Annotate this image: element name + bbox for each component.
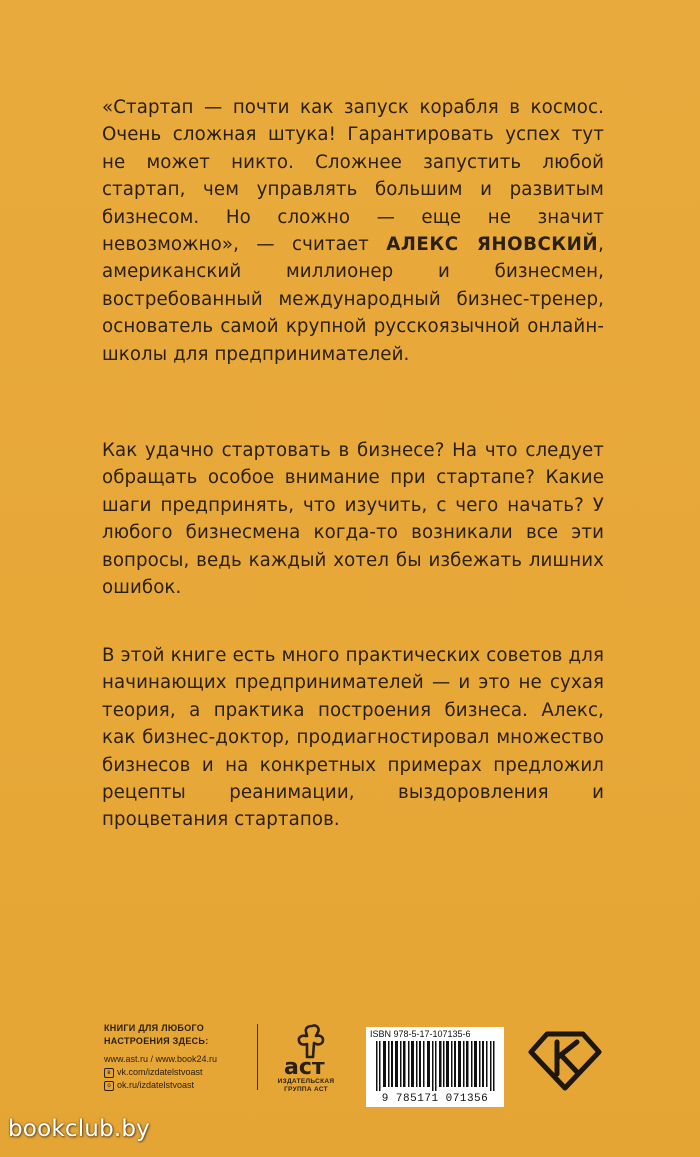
ast-caption-line2: ГРУППА АСТ — [284, 1086, 328, 1093]
author-name: АЛЕКС ЯНОВСКИЙ — [386, 234, 599, 256]
vk-link[interactable]: vk.com/izdatelstvoast — [117, 1067, 203, 1077]
ok-link[interactable]: ok.ru/izdatelstvoast — [117, 1080, 195, 1090]
sites-link[interactable]: www.ast.ru / www.book24.ru — [104, 1054, 218, 1064]
contacts-heading-line2: НАСТРОЕНИЯ ЗДЕСЬ: — [104, 1036, 209, 1046]
vk-icon: в — [104, 1068, 114, 1078]
watermark-text: bookclub.by — [8, 1116, 150, 1142]
ast-logo-text: аст — [284, 1055, 325, 1078]
paragraph-book-description: В этой книге есть много практических советов для начинающих предпринимателей — и это не сухая теория, а практика построения бизнеса. Алекс, как бизнес-доктор, продиагностировал множество бизнесов и на конкретных примерах предложил рецепты реанимации, выздоровления и процветания стартапов. — [102, 645, 604, 831]
vk-row[interactable] — [104, 1066, 254, 1079]
ast-logo — [270, 1022, 342, 1102]
author-description: , американский миллионер и бизнесмен, востребованный международный бизнес-тренер, основатель самой крупной русскоязычной онлайн-школы для предпринимателей. — [102, 234, 604, 365]
barcode-digits: 9 785171 071356 — [381, 1093, 489, 1105]
barcode-bars — [372, 1041, 498, 1091]
contacts-heading-line1: КНИГИ ДЛЯ ЛЮБОГО — [104, 1023, 205, 1033]
isbn-label: ISBN 978-5-17-107135-6 — [370, 1029, 471, 1039]
paragraph-quote — [102, 94, 604, 368]
ok-row[interactable] — [104, 1079, 254, 1092]
isbn-barcode — [366, 1027, 504, 1107]
ast-caption-line1: ИЗДАТЕЛЬСКАЯ — [277, 1078, 335, 1085]
quote-text: «Стартап — почти как запуск корабля в космос. Очень сложная штука! Гарантировать успех тут не может никто. Сложнее запустить любой стартап, чем управлять большим и развитым бизнесом. Но сложно — еще не значит невозможно», — считает — [102, 97, 604, 256]
diamond-k-logo-icon — [527, 1022, 603, 1098]
paragraph-questions: Как удачно стартовать в бизнесе? На что следует обращать особое внимание при стартапе? Какие шаги предпринять, что изучить, с чего начать? У любого бизнесмена когда-то возникали все эти вопросы, ведь каждый хотел бы избежать лишних ошибок. — [102, 440, 604, 599]
ok-icon: о — [104, 1081, 114, 1091]
publisher-contacts — [104, 1022, 254, 1092]
footer-divider — [257, 1024, 258, 1090]
ast-logo-icon — [276, 1022, 336, 1078]
